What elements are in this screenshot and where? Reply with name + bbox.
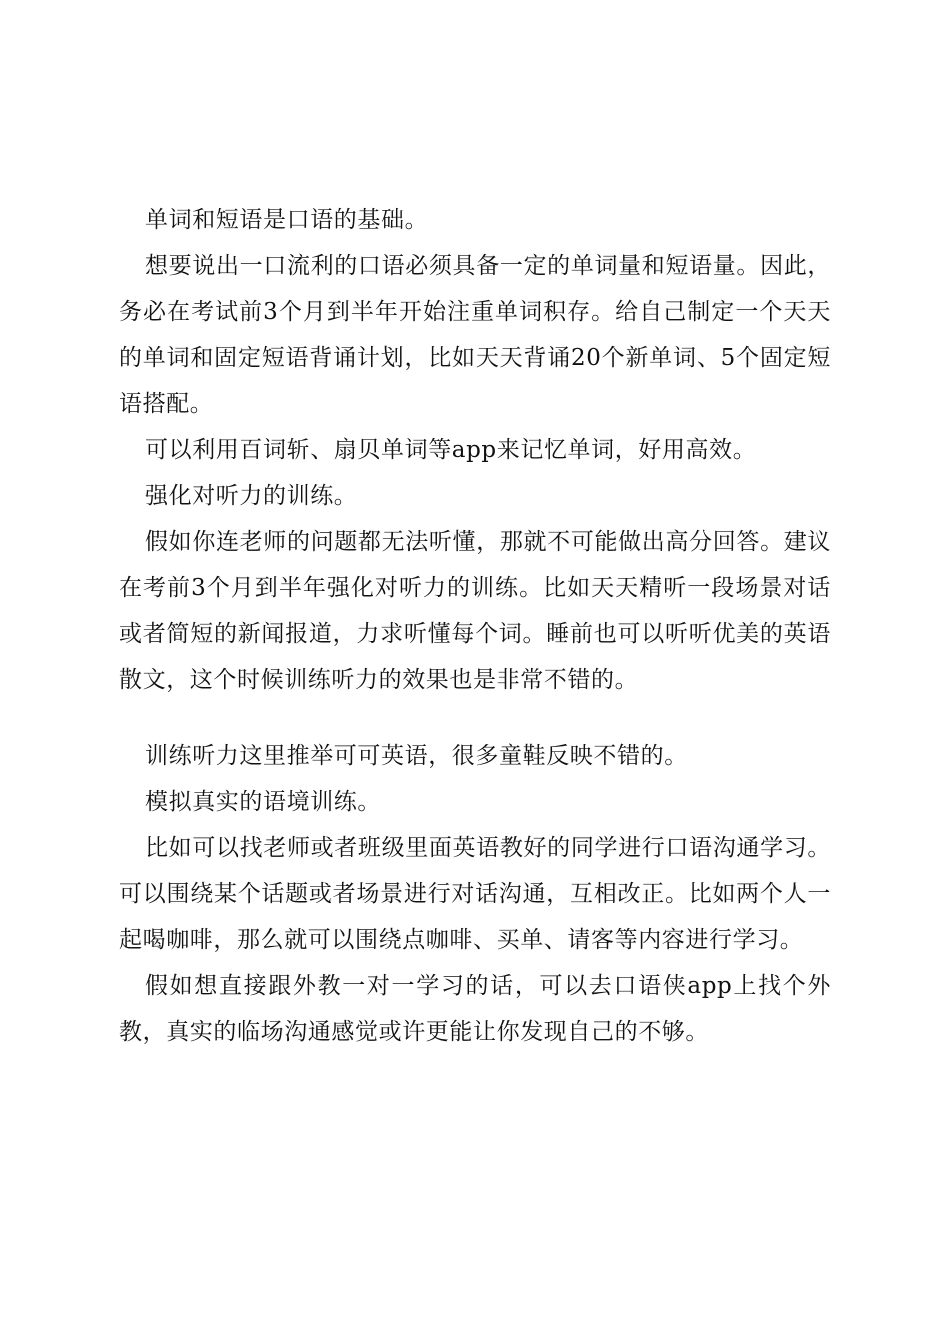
paragraph-spacer xyxy=(119,703,831,733)
paragraph-heading-vocabulary: 单词和短语是口语的基础。 xyxy=(145,207,429,233)
paragraph-heading-listening: 强化对听力的训练。 xyxy=(145,483,358,509)
paragraph-foreign-teacher: 假如想直接跟外教一对一学习的话，可以去口语侠app上找个外教，真实的临场沟通感觉或许更能让你发现自己的不够。 xyxy=(119,973,831,1045)
paragraph-heading-context: 模拟真实的语境训练。 xyxy=(145,789,381,815)
paragraph-vocabulary-apps: 可以利用百词斩、扇贝单词等app来记忆单词，好用高效。 xyxy=(145,437,757,463)
paragraph-listening-recommendation: 训练听力这里推举可可英语，很多童鞋反映不错的。 xyxy=(145,743,688,769)
paragraph-context-detail: 比如可以找老师或者班级里面英语教好的同学进行口语沟通学习。可以围绕某个话题或者场景进行对话沟通，互相改正。比如两个人一起喝咖啡，那么就可以围绕点咖啡、买单、请客等内容进行学习。 xyxy=(119,835,831,953)
paragraph-listening-detail: 假如你连老师的问题都无法听懂，那就不可能做出高分回答。建议在考前3个月到半年强化对听力的训练。比如天天精听一段场景对话或者简短的新闻报道，力求听懂每个词。睡前也可以听听优美的英语散文，这个时候训练听力的效果也是非常不错的。 xyxy=(119,529,831,693)
document-body xyxy=(119,197,831,1055)
paragraph-vocabulary-detail: 想要说出一口流利的口语必须具备一定的单词量和短语量。因此，务必在考试前3个月到半年开始注重单词积存。给自己制定一个天天的单词和固定短语背诵计划，比如天天背诵20个新单词、5个固定短语搭配。 xyxy=(119,253,831,417)
